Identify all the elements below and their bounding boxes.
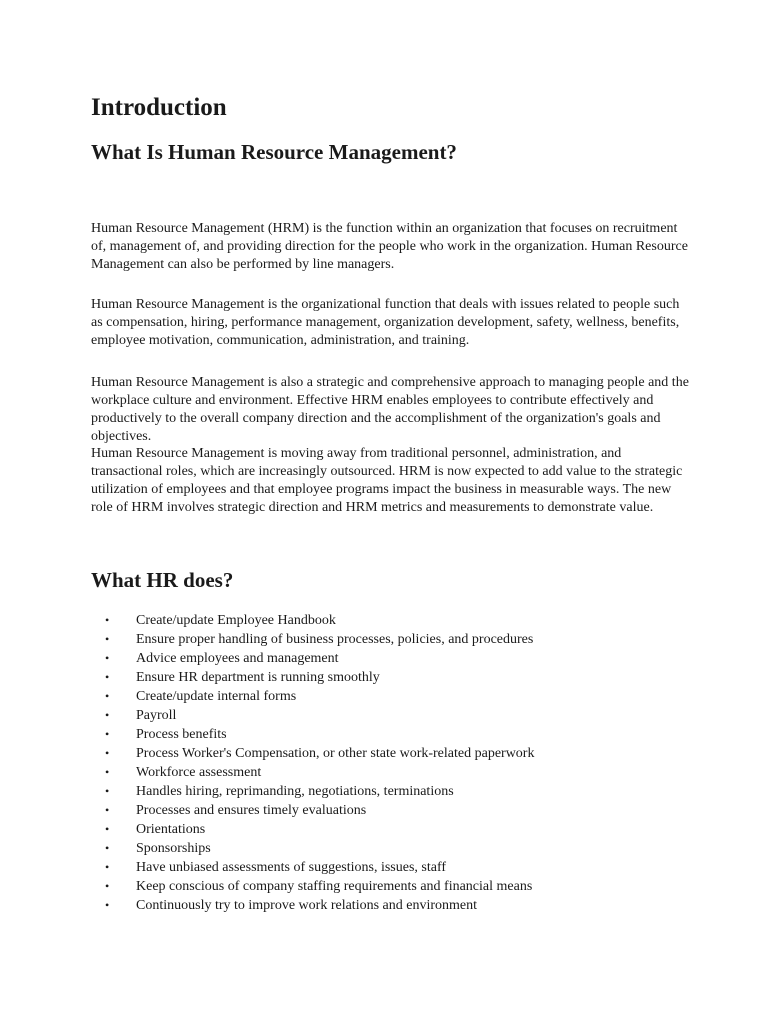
section-heading-what-hr-does: What HR does?: [91, 568, 234, 592]
list-item: [91, 744, 691, 763]
paragraph-hrm-definition: Human Resource Management (HRM) is the function within an organization that focuses on recruitment of, management of, and providing direction for the people who work in the organization. Human Resource Management can also be performed by line managers.: [91, 221, 688, 272]
bullet-icon: •: [105, 803, 110, 817]
list-item-text: Sponsorships: [136, 841, 211, 856]
bullet-icon: •: [105, 670, 110, 684]
section-heading-what-is-hrm: What Is Human Resource Management?: [91, 140, 457, 164]
bullet-icon: •: [105, 632, 110, 646]
list-item: [91, 630, 691, 649]
bullet-icon: •: [105, 765, 110, 779]
list-item: [91, 801, 691, 820]
list-item: [91, 668, 691, 687]
list-item: [91, 782, 691, 801]
bullet-icon: •: [105, 727, 110, 741]
bullet-icon: •: [105, 784, 110, 798]
bullet-icon: •: [105, 651, 110, 665]
paragraph-hrm-strategic: Human Resource Management is also a strategic and comprehensive approach to managing people and the workplace culture and environment. Effective HRM enables employees to contribute effectively and productively to the overall company direction and the accomplishment of the organization's goals and objectives.: [91, 375, 689, 444]
list-item-text: Advice employees and management: [136, 651, 339, 666]
document-title: Introduction: [91, 94, 227, 121]
hr-tasks-list: [91, 611, 691, 915]
bullet-icon: •: [105, 746, 110, 760]
list-item-text: Process benefits: [136, 727, 227, 742]
list-item-text: Process Worker's Compensation, or other state work-related paperwork: [136, 746, 535, 761]
bullet-icon: •: [105, 860, 110, 874]
bullet-icon: •: [105, 613, 110, 627]
list-item-text: Create/update Employee Handbook: [136, 613, 336, 628]
list-item-text: Workforce assessment: [136, 765, 262, 780]
bullet-icon: •: [105, 841, 110, 855]
list-item-text: Handles hiring, reprimanding, negotiations, terminations: [136, 784, 454, 799]
list-item: [91, 763, 691, 782]
list-item: [91, 839, 691, 858]
bullet-icon: •: [105, 879, 110, 893]
paragraph-hrm-new-role: Human Resource Management is moving away from traditional personnel, administration, and transactional roles, which are increasingly outsourced. HRM is now expected to add value to the strategic utilization of employees and that employee programs impact the business in measurable ways. The new role of HRM involves strategic direction and HRM metrics and measurements to demonstrate value.: [91, 446, 683, 515]
list-item: [91, 649, 691, 668]
list-item-text: Orientations: [136, 822, 206, 837]
list-item: [91, 858, 691, 877]
list-item: [91, 611, 691, 630]
bullet-icon: •: [105, 708, 110, 722]
list-item: [91, 725, 691, 744]
paragraph-hrm-function: Human Resource Management is the organizational function that deals with issues related to people such as compensation, hiring, performance management, organization development, safety, wellness, benefits, employee motivation, communication, administration, and training.: [91, 297, 680, 348]
bullet-icon: •: [105, 898, 110, 912]
list-item-text: Have unbiased assessments of suggestions, issues, staff: [136, 860, 447, 875]
list-item-text: Keep conscious of company staffing requirements and financial means: [136, 879, 533, 894]
list-item-text: Ensure proper handling of business processes, policies, and procedures: [136, 632, 534, 647]
bullet-icon: •: [105, 689, 110, 703]
list-item-text: Payroll: [136, 708, 177, 723]
list-item-text: Create/update internal forms: [136, 689, 297, 704]
bullet-icon: •: [105, 822, 110, 836]
list-item-text: Continuously try to improve work relations and environment: [136, 898, 478, 913]
list-item-text: Processes and ensures timely evaluations: [136, 803, 367, 818]
list-item: [91, 687, 691, 706]
list-item: [91, 706, 691, 725]
list-item: [91, 877, 691, 896]
list-item: [91, 896, 691, 915]
list-item: [91, 820, 691, 839]
list-item-text: Ensure HR department is running smoothly: [136, 670, 380, 685]
